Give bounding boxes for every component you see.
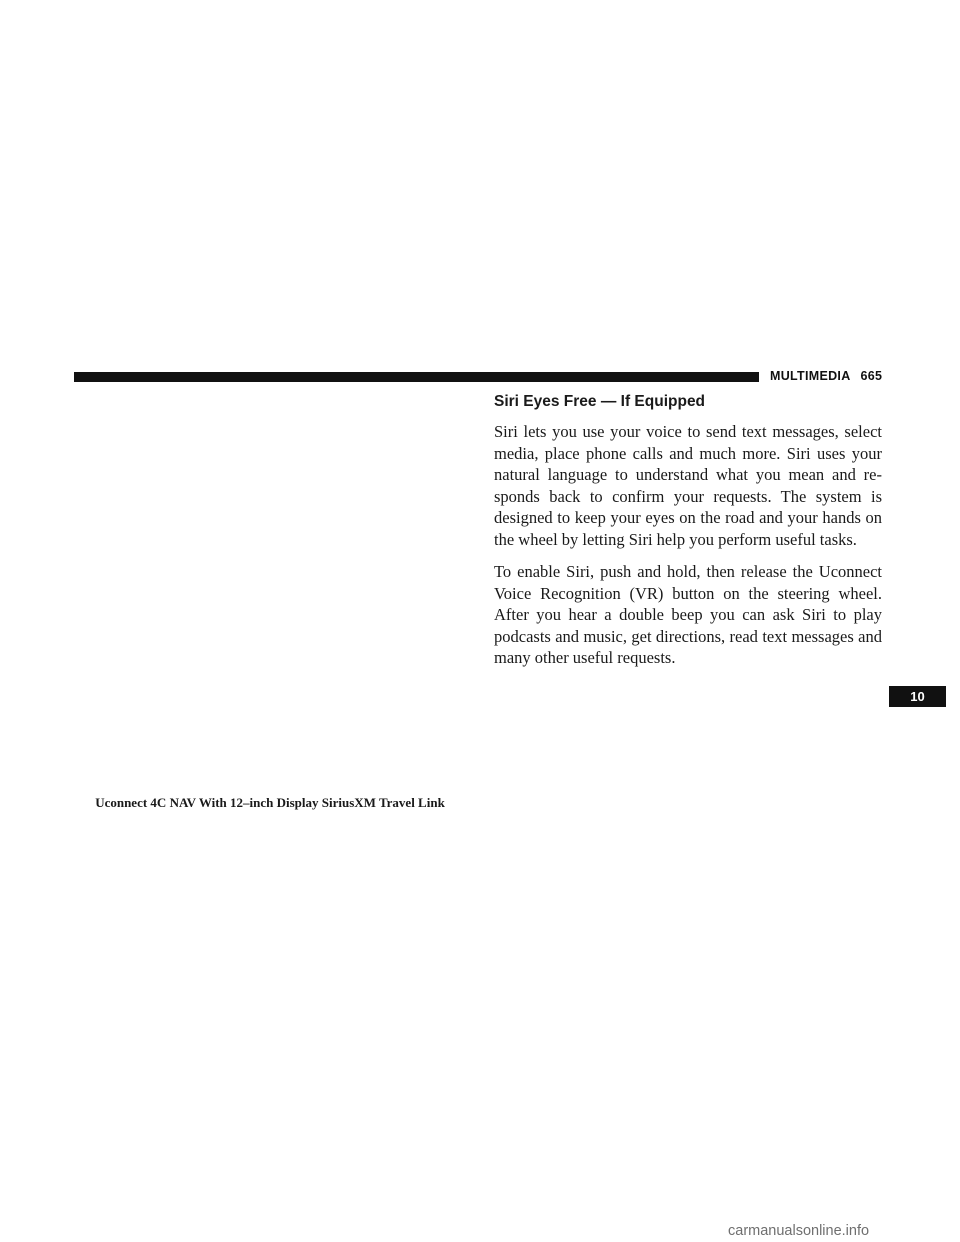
section-title: Siri Eyes Free — If Equipped xyxy=(494,393,706,410)
section-label: MULTIMEDIA xyxy=(770,369,851,383)
chapter-tab: 10 xyxy=(889,686,946,707)
header-rule xyxy=(74,372,759,382)
watermark: carmanualsonline.info xyxy=(728,1223,870,1239)
page-number: 665 xyxy=(860,369,883,383)
paragraph-intro: Siri lets you use your voice to send text messages, select media, place phone calls and much more. Siri uses your natural language to understand what you mean and re-sponds back to confirm your requests. The system is designed to keep your eyes on the road and your hands on the wheel by letting Siri help you perform useful tasks. xyxy=(494,422,882,549)
figure-caption: Uconnect 4C NAV With 12–inch Display SiriusXM Travel Link xyxy=(95,795,445,810)
running-header xyxy=(770,369,882,383)
content-column xyxy=(494,392,882,680)
paragraph-enable: To enable Siri, push and hold, then release the Uconnect Voice Recognition (VR) button on the steering wheel. After you hear a double beep you can ask Siri to play podcasts and music, get directions, read text messages and many other useful requests. xyxy=(494,562,882,667)
